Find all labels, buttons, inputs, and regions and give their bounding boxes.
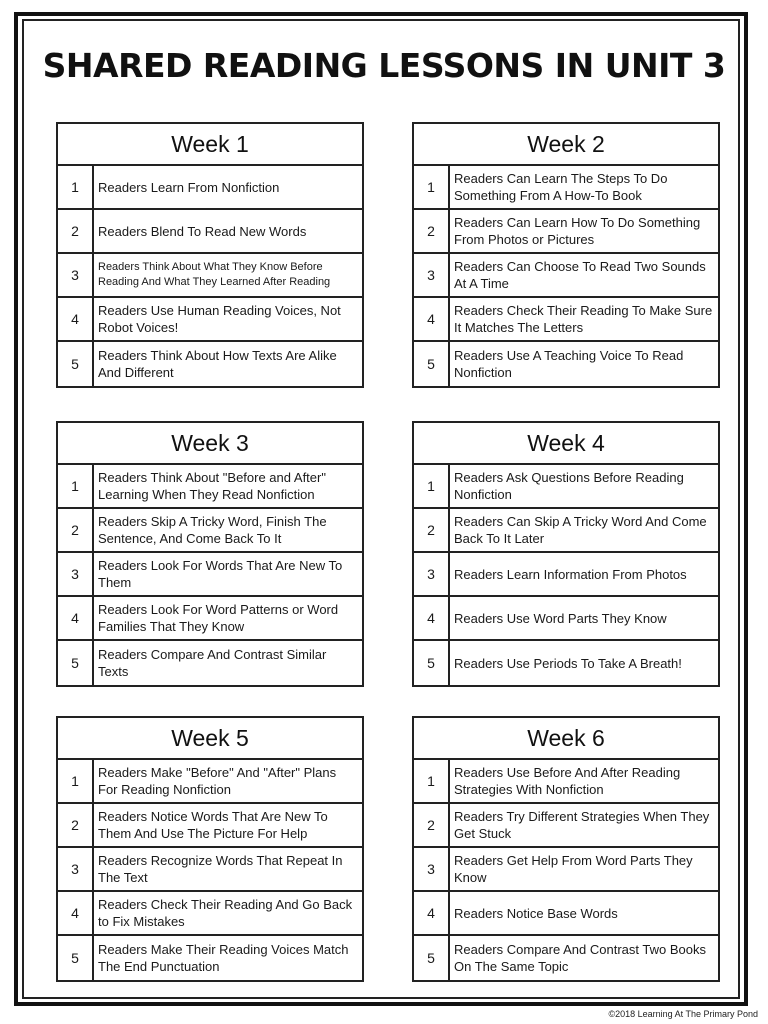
lesson-number: 2 bbox=[58, 509, 94, 551]
lesson-text: Readers Compare And Contrast Two Books On The Same Topic bbox=[454, 942, 706, 974]
week-heading: Week 2 bbox=[414, 124, 718, 166]
lesson-text: Readers Can Skip A Tricky Word And Come Back To It Later bbox=[454, 514, 707, 546]
lesson-number: 2 bbox=[58, 210, 94, 252]
lesson-text: Readers Can Learn How To Do Something From Photos or Pictures bbox=[454, 215, 701, 247]
lesson-text: Readers Look For Words That Are New To Them bbox=[98, 558, 343, 590]
lesson-text: Readers Use Before And After Reading Strategies With Nonfiction bbox=[454, 765, 681, 797]
lesson-row bbox=[58, 166, 362, 210]
lesson-number: 5 bbox=[414, 342, 450, 386]
lesson-number: 4 bbox=[414, 298, 450, 340]
lesson-number: 3 bbox=[58, 848, 94, 890]
week-table bbox=[412, 421, 720, 687]
lesson-text: Readers Try Different Strategies When They Get Stuck bbox=[454, 809, 710, 841]
lesson-text: Readers Blend To Read New Words bbox=[98, 223, 307, 239]
lesson-number: 5 bbox=[58, 936, 94, 980]
lesson-number: 5 bbox=[58, 641, 94, 685]
lesson-number: 1 bbox=[58, 465, 94, 507]
lesson-row bbox=[414, 166, 718, 210]
lesson-row bbox=[58, 254, 362, 298]
lesson-text: Readers Use Human Reading Voices, Not Robot Voices! bbox=[98, 303, 341, 335]
lesson-row bbox=[58, 892, 362, 936]
lesson-text: Readers Can Choose To Read Two Sounds At A Time bbox=[454, 259, 706, 291]
page-title: SHARED READING LESSONS IN UNIT 3 bbox=[42, 46, 726, 85]
lesson-row bbox=[58, 760, 362, 804]
lesson-number: 4 bbox=[58, 892, 94, 934]
lesson-text: Readers Think About What They Know Before Reading And What They Learned After Reading bbox=[98, 261, 331, 288]
lesson-text: Readers Can Learn The Steps To Do Something From A How-To Book bbox=[454, 171, 668, 203]
lesson-row bbox=[58, 298, 362, 342]
week-table bbox=[56, 716, 364, 982]
lesson-row bbox=[58, 848, 362, 892]
lesson-text: Readers Make "Before" And "After" Plans For Reading Nonfiction bbox=[98, 765, 337, 797]
lesson-text: Readers Compare And Contrast Similar Texts bbox=[98, 647, 327, 679]
lesson-text: Readers Think About "Before and After" Learning When They Read Nonfiction bbox=[98, 470, 326, 502]
lesson-number: 3 bbox=[414, 848, 450, 890]
lesson-text: Readers Think About How Texts Are Alike And Different bbox=[98, 348, 337, 380]
lesson-row bbox=[58, 210, 362, 254]
lesson-number: 4 bbox=[58, 597, 94, 639]
lesson-text: Readers Recognize Words That Repeat In The Text bbox=[98, 853, 343, 885]
week-heading: Week 1 bbox=[58, 124, 362, 166]
lesson-number: 1 bbox=[414, 465, 450, 507]
lesson-number: 5 bbox=[58, 342, 94, 386]
lesson-row bbox=[414, 597, 718, 641]
week-heading: Week 3 bbox=[58, 423, 362, 465]
lesson-row bbox=[414, 509, 718, 553]
lesson-row bbox=[58, 465, 362, 509]
lesson-row bbox=[414, 892, 718, 936]
lesson-number: 1 bbox=[58, 760, 94, 802]
lesson-row bbox=[58, 597, 362, 641]
lesson-row bbox=[58, 804, 362, 848]
lesson-row bbox=[414, 641, 718, 685]
lesson-row bbox=[414, 553, 718, 597]
lesson-row bbox=[414, 298, 718, 342]
lesson-row bbox=[414, 465, 718, 509]
lesson-number: 4 bbox=[414, 892, 450, 934]
week-heading: Week 5 bbox=[58, 718, 362, 760]
lesson-text: Readers Make Their Reading Voices Match The End Punctuation bbox=[98, 942, 349, 974]
lesson-text: Readers Learn Information From Photos bbox=[454, 566, 687, 582]
lesson-text: Readers Use Word Parts They Know bbox=[454, 610, 667, 626]
lesson-row bbox=[414, 848, 718, 892]
lesson-text: Readers Check Their Reading To Make Sure It Matches The Letters bbox=[454, 303, 713, 335]
week-table bbox=[412, 716, 720, 982]
lesson-number: 2 bbox=[414, 509, 450, 551]
lesson-number: 1 bbox=[414, 166, 450, 208]
lesson-text: Readers Learn From Nonfiction bbox=[98, 179, 280, 195]
lesson-number: 3 bbox=[414, 553, 450, 595]
lesson-number: 3 bbox=[58, 553, 94, 595]
lesson-row bbox=[414, 936, 718, 980]
copyright-notice: ©2018 Learning At The Primary Pond bbox=[608, 1009, 758, 1019]
week-table bbox=[56, 122, 364, 388]
lesson-text: Readers Use A Teaching Voice To Read Nonfiction bbox=[454, 348, 684, 380]
lesson-number: 4 bbox=[414, 597, 450, 639]
lesson-text: Readers Use Periods To Take A Breath! bbox=[454, 655, 682, 671]
lesson-row bbox=[414, 342, 718, 386]
lesson-row bbox=[58, 553, 362, 597]
lesson-row bbox=[58, 641, 362, 685]
lesson-row bbox=[414, 254, 718, 298]
week-heading: Week 4 bbox=[414, 423, 718, 465]
week-heading: Week 6 bbox=[414, 718, 718, 760]
week-table bbox=[412, 122, 720, 388]
lesson-number: 2 bbox=[414, 210, 450, 252]
lesson-number: 1 bbox=[58, 166, 94, 208]
lesson-number: 3 bbox=[58, 254, 94, 296]
lesson-text: Readers Get Help From Word Parts They Know bbox=[454, 853, 693, 885]
lesson-number: 5 bbox=[414, 641, 450, 685]
week-table bbox=[56, 421, 364, 687]
lesson-row bbox=[58, 342, 362, 386]
lesson-text: Readers Notice Words That Are New To Them And Use The Picture For Help bbox=[98, 809, 328, 841]
lesson-text: Readers Check Their Reading And Go Back to Fix Mistakes bbox=[98, 897, 353, 929]
lesson-number: 1 bbox=[414, 760, 450, 802]
lesson-row bbox=[414, 760, 718, 804]
lesson-number: 4 bbox=[58, 298, 94, 340]
lesson-text: Readers Notice Base Words bbox=[454, 905, 618, 921]
lesson-number: 2 bbox=[414, 804, 450, 846]
lesson-row bbox=[58, 509, 362, 553]
lesson-number: 3 bbox=[414, 254, 450, 296]
lesson-text: Readers Ask Questions Before Reading Nonfiction bbox=[454, 470, 684, 502]
lesson-number: 5 bbox=[414, 936, 450, 980]
lesson-row bbox=[414, 804, 718, 848]
lesson-row bbox=[58, 936, 362, 980]
lesson-text: Readers Skip A Tricky Word, Finish The Sentence, And Come Back To It bbox=[98, 514, 327, 546]
lesson-number: 2 bbox=[58, 804, 94, 846]
lesson-row bbox=[414, 210, 718, 254]
lesson-text: Readers Look For Word Patterns or Word Families That They Know bbox=[98, 602, 339, 634]
